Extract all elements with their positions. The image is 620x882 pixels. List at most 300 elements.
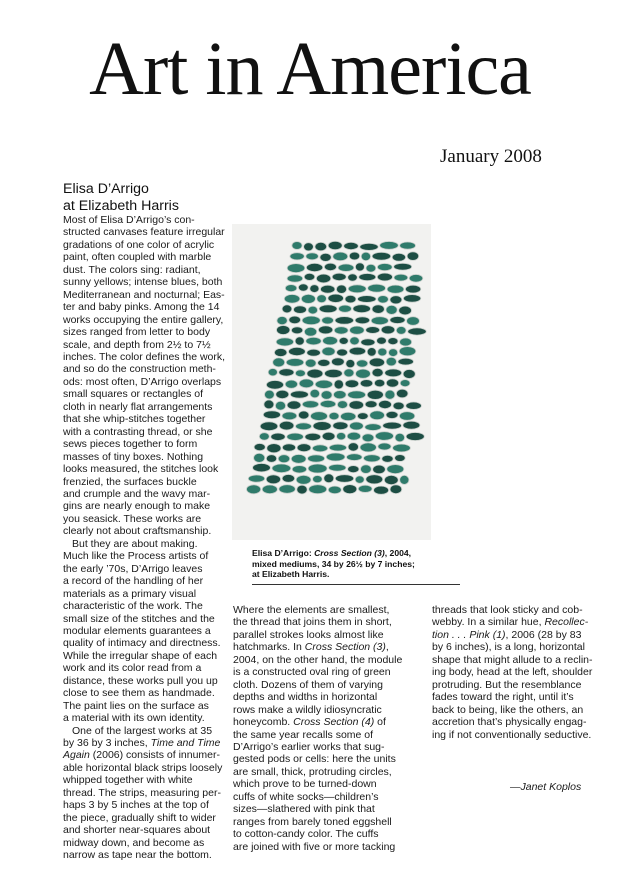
sculpture-ring [400, 242, 416, 249]
sculpture-ring [266, 455, 276, 463]
sculpture-ring [378, 443, 391, 450]
text-line: honeycomb. Cross Section (4) of [233, 716, 386, 729]
text-line: back to being, like the others, an [432, 703, 584, 716]
sculpture-ring [312, 445, 327, 452]
text-line: sews pieces together to form [63, 438, 198, 451]
sculpture-ring [358, 296, 377, 303]
sculpture-ring [297, 444, 311, 452]
sculpture-ring [345, 380, 359, 388]
sculpture-ring [403, 370, 415, 379]
sculpture-ring [335, 317, 354, 325]
sculpture-ring [287, 264, 305, 273]
sculpture-ring [329, 464, 346, 471]
sculpture-ring [311, 412, 328, 421]
sculpture-ring [368, 284, 386, 292]
sculpture-ring [277, 326, 290, 335]
sculpture-ring [348, 466, 359, 473]
text-line: work and its color read from a [63, 662, 202, 675]
sculpture-ring [407, 317, 420, 326]
sculpture-ring [329, 412, 339, 419]
sculpture-ring [320, 400, 336, 407]
sculpture-ring [335, 475, 353, 483]
sculpture-ring [386, 357, 396, 366]
sculpture-ring [278, 455, 290, 463]
text-line: hatchmarks. In Cross Section (3), [233, 641, 389, 654]
text-line: close to see them as handmade. [63, 687, 215, 700]
sculpture-ring [334, 391, 347, 399]
sculpture-ring [295, 370, 305, 377]
sculpture-ring [336, 285, 346, 293]
sculpture-ring [308, 306, 318, 314]
sculpture-ring [349, 401, 364, 410]
article-paragraph [63, 538, 245, 725]
sculpture-ring [322, 317, 334, 324]
text-line: by 6 inches), is a long, horizontal [432, 641, 585, 654]
sculpture-ring [302, 401, 318, 408]
sculpture-ring [396, 389, 408, 398]
text-line: fades toward the right, until it’s [432, 691, 574, 704]
text-line: gins are nearly enough to make [63, 500, 211, 513]
text-line: that she whip-stitches together [63, 413, 206, 426]
sculpture-ring [275, 401, 285, 410]
sculpture-ring [332, 358, 345, 366]
artwork-photo [232, 224, 431, 540]
text-line: distance, these works pull you up [63, 674, 218, 687]
sculpture-ring [320, 253, 331, 261]
sculpture-ring [386, 379, 398, 387]
text-line: you seasick. These works are [63, 512, 202, 525]
text-line: midway down, and become as [63, 836, 205, 849]
sculpture-ring [400, 475, 409, 484]
text-line: with a contrasting thread, or she [63, 425, 213, 438]
text-line: quality of intimacy and directness. [63, 637, 221, 650]
sculpture-ring [298, 411, 309, 419]
sculpture-ring [268, 369, 277, 376]
sculpture-ring [315, 380, 332, 388]
sculpture-ring [399, 347, 416, 356]
sculpture-ring [403, 421, 420, 429]
sculpture-ring [386, 305, 397, 314]
sculpture-ring [259, 433, 269, 440]
author-signature: —Janet Koplos [510, 781, 582, 793]
sculpture-ring [296, 423, 312, 430]
sculpture-ring [345, 295, 356, 303]
sculpture-ring [373, 465, 386, 474]
text-line: The paint lies on the surface as [63, 699, 209, 712]
sculpture-ring [285, 285, 297, 292]
sculpture-ring [337, 401, 347, 409]
sculpture-ring [341, 412, 356, 420]
sculpture-ring [324, 474, 334, 483]
article-paragraph [63, 214, 245, 538]
masthead-title: Art in America [89, 27, 531, 111]
text-line: rows make a wildly idiosyncratic [233, 703, 382, 716]
sculpture-ring [282, 305, 292, 313]
sculpture-ring [308, 464, 327, 473]
sculpture-ring [385, 390, 395, 399]
text-line: Much like the Process artists of [63, 550, 209, 563]
sculpture-ring [343, 485, 357, 494]
article-paragraph [432, 604, 597, 741]
text-line: able horizontal black strips loosely [63, 761, 223, 774]
sculpture-ring [360, 380, 373, 387]
sculpture-ring [332, 273, 346, 280]
sculpture-ring [365, 401, 377, 408]
sculpture-ring [350, 422, 364, 430]
sculpture-ring [362, 434, 374, 442]
sculpture-ring [273, 358, 285, 367]
sculpture-ring [367, 348, 376, 357]
sculpture-ring [304, 327, 316, 336]
text-line: is a constructed oval ring of green [233, 666, 391, 679]
sculpture-ring [284, 295, 300, 304]
text-line: the piece, gradually shift to wider [63, 811, 216, 824]
sculpture-ring [323, 337, 338, 345]
sculpture-ring [364, 455, 381, 462]
sculpture-ring [328, 294, 344, 302]
sculpture-ring [384, 475, 398, 484]
sculpture-ring [348, 285, 366, 293]
text-line: But they are about making. [72, 537, 198, 550]
sculpture-ring [304, 273, 315, 280]
sculpture-ring [313, 422, 331, 431]
sculpture-ring [266, 475, 280, 484]
sculpture-ring [315, 242, 327, 250]
sculpture-ring [318, 326, 332, 334]
sculpture-ring [299, 379, 314, 388]
text-line: inches. The color defines the work, [63, 350, 226, 363]
sculpture-ring [409, 275, 423, 283]
sculpture-ring [263, 411, 280, 419]
sculpture-ring [302, 316, 320, 325]
sculpture-ring [385, 369, 402, 377]
sculpture-ring [375, 432, 393, 441]
text-line: and crumple and the wavy mar- [63, 487, 211, 500]
sculpture-ring [399, 412, 414, 421]
sculpture-ring [282, 412, 297, 420]
sculpture-ring [337, 433, 346, 440]
text-line: looks measured, the stitches look [63, 463, 219, 476]
sculpture-ring [371, 317, 388, 325]
text-line: 2004, on the other hand, the module [233, 653, 403, 666]
sculpture-ring [365, 424, 381, 431]
sculpture-ring [285, 380, 297, 388]
sculpture-ring [279, 369, 294, 376]
sculpture-ring [379, 400, 392, 408]
sculpture-ring [276, 338, 293, 346]
text-line: ter and baby pinks. Among the 14 [63, 301, 220, 314]
text-line: a material with its own identity. [63, 712, 205, 725]
sculpture-ring [282, 475, 295, 483]
sculpture-ring [287, 401, 301, 409]
sculpture-ring [301, 294, 315, 303]
sculpture-ring [390, 296, 402, 304]
sculpture-ring [388, 338, 398, 345]
sculpture-ring [405, 285, 420, 293]
sculpture-ring [298, 284, 308, 291]
sculpture-ring [386, 411, 398, 418]
text-line: are joined with five or more tacking [233, 840, 396, 853]
sculpture-ring [390, 317, 405, 324]
sculpture-ring [350, 337, 360, 345]
sculpture-ring [400, 380, 410, 387]
sculpture-ring [254, 444, 265, 451]
sculpture-ring [383, 422, 402, 429]
text-line: tion . . . Pink (1), 2006 (28 by 83 [432, 628, 582, 641]
sculpture-ring [353, 305, 371, 313]
sculpture-ring [309, 485, 327, 494]
text-line: the early ’70s, D’Arrigo leaves [63, 562, 203, 575]
sculpture-ring [279, 485, 295, 494]
sculpture-ring [287, 433, 304, 440]
text-line: whipped together with white [63, 774, 193, 787]
sculpture-ring [361, 339, 375, 346]
sculpture-ring [366, 327, 380, 334]
sculpture-ring [272, 464, 291, 473]
text-line: paint, often coupled with marble [63, 251, 212, 264]
article-paragraph [63, 725, 245, 862]
text-line: works occupying the entire gallery, [63, 313, 224, 326]
sculpture-ring [326, 453, 345, 461]
sculpture-ring [304, 243, 314, 251]
text-line: and shorter near-squares about [63, 824, 211, 837]
text-line: ods: most often, D’Arrigo overlaps [63, 375, 222, 388]
sculpture-ring [292, 466, 306, 473]
sculpture-ring [350, 326, 365, 334]
sculpture-ring [339, 305, 352, 312]
headline-line: Elisa D’Arrigo [63, 181, 149, 197]
sculpture-ring [377, 273, 392, 281]
sculpture-ring [403, 295, 420, 303]
sculpture-ring [325, 369, 343, 377]
sculpture-ring [316, 274, 330, 283]
sculpture-ring [317, 295, 327, 303]
text-line: parallel strokes looks almost like [233, 628, 384, 641]
sculpture-ring [291, 327, 302, 334]
sculpture-ring [359, 274, 376, 281]
sculpture-ring [370, 411, 385, 420]
sculpture-ring [395, 433, 405, 441]
sculpture-ring [328, 486, 341, 494]
sculpture-ring [291, 455, 306, 464]
text-line: Most of Elisa D’Arrigo’s con- [63, 214, 195, 226]
text-line: threads that look sticky and cob- [432, 604, 583, 616]
text-line: small squares or rectangles of [63, 388, 204, 401]
article-column-left [63, 214, 245, 862]
sculpture-ring [394, 263, 412, 270]
sculpture-ring [355, 263, 364, 271]
text-line: shape that might allude to a reclin- [432, 653, 593, 666]
text-line: thread. The strips, measuring per- [63, 786, 221, 799]
sculpture-ring [355, 317, 370, 324]
caption-line: mixed mediums, 34 by 26½ by 7 inches; [252, 558, 415, 569]
text-line: D’Arrigo’s earlier works that sug- [233, 740, 385, 753]
text-line: small size of the stitches and the [63, 612, 215, 625]
caption-line: Elisa D’Arrigo: Cross Section (3), 2004, [252, 548, 412, 558]
sculpture-ring [398, 358, 414, 365]
text-line: protruding. But the resemblance [432, 678, 582, 691]
sculpture-ring [264, 400, 274, 409]
sculpture-ring [318, 359, 330, 366]
text-line: ranges from barely toned eggshell [233, 815, 392, 828]
sculpture-ring [396, 327, 406, 335]
sculpture-ring [372, 252, 391, 260]
article-column-right [432, 604, 597, 741]
sculpture-ring [286, 359, 304, 367]
sculpture-ring [349, 347, 366, 355]
sculpture-ring [356, 360, 367, 367]
sculpture-ring [366, 475, 383, 484]
sculpture-ring [262, 485, 277, 494]
sculpture-ring [406, 433, 424, 441]
sculpture-ring [360, 243, 378, 250]
sculpture-ring [360, 443, 376, 452]
text-line: sizes ranged from letter to body [63, 326, 211, 339]
sculpture-ring [377, 337, 387, 344]
text-line: the same year recalls some of [233, 728, 374, 741]
sculpture-ring [294, 306, 307, 314]
sculpture-ring [333, 422, 348, 430]
article-paragraph [233, 604, 419, 853]
text-line: modular elements guarantees a [63, 624, 211, 637]
sculpture-ring [324, 263, 336, 270]
sculpture-ring [274, 349, 287, 357]
sculpture-ring [305, 433, 321, 440]
text-line: masses of tiny boxes. Nothing [63, 450, 204, 463]
sculpture-ring [377, 264, 392, 271]
sculpture-ring [406, 402, 422, 409]
sculpture-ring [349, 252, 359, 260]
sculpture-ring [321, 285, 335, 293]
sculpture-ring [378, 296, 389, 303]
text-line: cuffs of white socks—children’s [233, 790, 379, 803]
text-line: the thread that joins them in short, [233, 616, 392, 629]
sculpture-ring [395, 455, 406, 462]
sculpture-ring [328, 241, 342, 249]
text-line: sunny yellows; intense blues, both [63, 276, 223, 289]
text-line: Where the elements are smallest, [233, 604, 390, 616]
sculpture-ring [392, 253, 405, 261]
sculpture-ring [277, 317, 287, 325]
sculpture-ring [279, 421, 294, 430]
sculpture-ring [306, 253, 319, 260]
text-line: materials as a primary visual [63, 587, 197, 600]
sculpture-ring [254, 453, 265, 462]
article-headline [63, 181, 253, 215]
text-line: accretion that’s physically engag- [432, 716, 587, 729]
sculpture-ring [338, 264, 354, 271]
sculpture-ring [247, 485, 261, 494]
sculpture-ring [381, 326, 395, 334]
text-line: gested pods or cells: here the units [233, 753, 396, 766]
text-line: One of the largest works at 35 [72, 724, 213, 737]
cross-section-sculpture-image [232, 224, 431, 540]
text-line: Again (2006) consists of innumer- [63, 749, 220, 762]
sculpture-ring [361, 465, 372, 474]
text-line: cloth. Dozens of them of varying [233, 678, 383, 691]
sculpture-ring [307, 369, 323, 378]
sculpture-ring [366, 264, 376, 272]
sculpture-ring [260, 422, 278, 431]
sculpture-ring [380, 242, 399, 250]
sculpture-ring [322, 432, 335, 440]
sculpture-ring [310, 389, 320, 397]
sculpture-ring [339, 337, 348, 344]
sculpture-ring [296, 475, 311, 484]
sculpture-ring [322, 347, 335, 356]
sculpture-ring [292, 242, 302, 250]
text-line: cloth in nearly flat arrangements [63, 400, 213, 413]
text-line: ing if not conventionally seductive. [432, 728, 592, 741]
text-line: to cotton-candy color. The cuffs [233, 828, 379, 841]
sculpture-ring [394, 274, 408, 281]
sculpture-ring [287, 275, 303, 282]
sculpture-ring [357, 413, 368, 420]
caption-line: at Elizabeth Harris. [252, 569, 330, 580]
sculpture-ring [334, 380, 343, 389]
sculpture-ring [358, 485, 372, 492]
sculpture-ring [295, 337, 304, 345]
text-line: and so do the construction meth- [63, 363, 216, 376]
sculpture-ring [355, 476, 364, 483]
sculpture-ring [408, 328, 427, 335]
sculpture-ring [346, 360, 355, 368]
sculpture-ring [297, 485, 307, 494]
sculpture-ring [369, 358, 384, 367]
sculpture-ring [290, 391, 308, 398]
sculpture-ring [310, 285, 319, 293]
issue-date: January 2008 [440, 146, 542, 167]
sculpture-ring [382, 455, 393, 462]
sculpture-ring [399, 306, 412, 315]
sculpture-ring [337, 349, 348, 356]
sculpture-ring [290, 253, 304, 260]
sculpture-ring [319, 305, 337, 313]
sculpture-ring [289, 316, 301, 324]
text-line: scale, and depth from 2½ to 7½ [63, 338, 211, 351]
text-line: haps 3 by 5 inches at the top of [63, 799, 209, 812]
text-line: structed canvases feature irregular [63, 226, 225, 239]
sculpture-ring [313, 476, 323, 483]
text-line: dust. The colors sing: radiant, [63, 263, 201, 276]
sculpture-ring [400, 338, 412, 346]
article-column-middle [233, 604, 419, 853]
text-line: characteristic of the work. The [63, 600, 203, 613]
sculpture-ring [306, 263, 322, 271]
sculpture-ring [334, 327, 348, 334]
text-line: are small, thick, protruding circles, [233, 765, 392, 778]
sculpture-ring [333, 252, 348, 261]
sculpture-ring [348, 391, 366, 399]
sculpture-ring [390, 485, 402, 494]
text-line: gradations of one color of acrylic [63, 238, 215, 251]
sculpture-ring [265, 390, 275, 399]
sculpture-ring [374, 486, 389, 494]
text-line: Mediterranean and nocturnal; Eas- [63, 288, 225, 301]
sculpture-ring [348, 274, 358, 281]
sculpture-ring [305, 359, 316, 367]
sculpture-ring [306, 337, 321, 345]
sculpture-ring [407, 252, 419, 261]
sculpture-ring [367, 390, 383, 399]
sculpture-ring [307, 349, 321, 356]
sculpture-ring [389, 349, 398, 357]
caption-divider [252, 584, 460, 585]
text-line: clearly not about craftsmanship. [63, 525, 212, 538]
text-line: While the irregular shape of each [63, 649, 218, 662]
sculpture-ring [282, 444, 295, 451]
sculpture-ring [344, 242, 359, 249]
